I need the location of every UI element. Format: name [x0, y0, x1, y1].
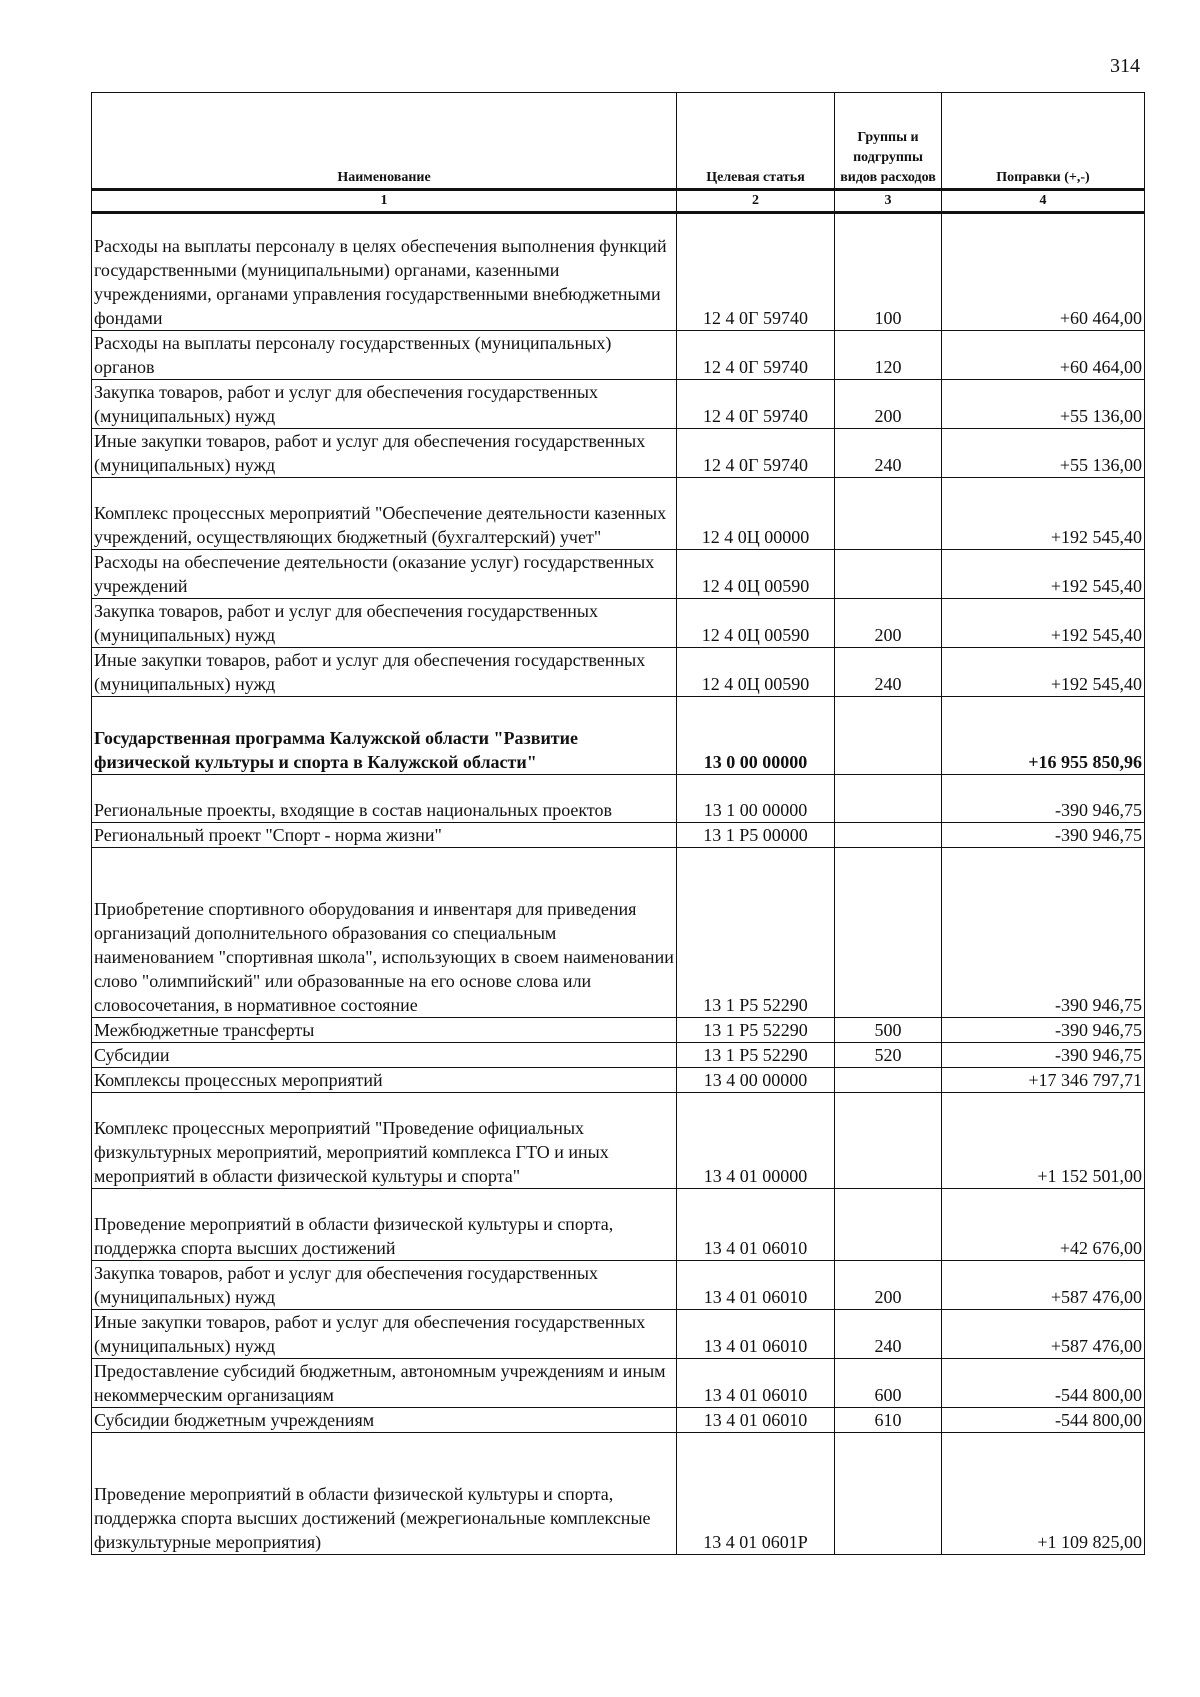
table-row: [92, 1261, 1145, 1310]
row-name: Предоставление субсидий бюджетным, автономным учреждениям и иным некоммерческим организациям: [92, 1359, 677, 1408]
row-group: 500: [835, 1018, 942, 1043]
table-row: [92, 1043, 1145, 1068]
row-name: Иные закупки товаров, работ и услуг для обеспечения государственных (муниципальных) нужд: [92, 648, 677, 697]
row-group: [835, 775, 942, 823]
row-amount: +192 545,40: [942, 648, 1145, 697]
table-row: [92, 1310, 1145, 1359]
table-row: [92, 429, 1145, 478]
row-name: Межбюджетные трансферты: [92, 1018, 677, 1043]
row-group: 240: [835, 648, 942, 697]
row-group: [835, 550, 942, 599]
row-amount: +192 545,40: [942, 599, 1145, 648]
row-name: Комплекс процессных мероприятий "Обеспечение деятельности казенных учреждений, осуществляющих бюджетный (бухгалтерский) учет": [92, 478, 677, 550]
row-group: [835, 1189, 942, 1261]
table-row: [92, 599, 1145, 648]
row-amount: +192 545,40: [942, 478, 1145, 550]
row-name: Расходы на обеспечение деятельности (оказание услуг) государственных учреждений: [92, 550, 677, 599]
table-row: [92, 550, 1145, 599]
row-amount: +16 955 850,96: [942, 697, 1145, 775]
row-amount: +1 152 501,00: [942, 1093, 1145, 1189]
row-group: 520: [835, 1043, 942, 1068]
header-name: Наименование: [92, 93, 677, 190]
row-code: 13 4 01 0601P: [677, 1433, 835, 1555]
column-number: 1: [92, 190, 677, 213]
row-group: [835, 848, 942, 1018]
table-row: [92, 213, 1145, 331]
row-amount: +60 464,00: [942, 331, 1145, 380]
row-name: Закупка товаров, работ и услуг для обеспечения государственных (муниципальных) нужд: [92, 380, 677, 429]
row-code: 13 1 00 00000: [677, 775, 835, 823]
row-code: 13 1 P5 52290: [677, 1018, 835, 1043]
row-group: [835, 697, 942, 775]
row-name: Субсидии бюджетным учреждениям: [92, 1408, 677, 1433]
row-name: Комплекс процессных мероприятий "Проведение официальных физкультурных мероприятий, мероприятий комплекса ГТО и иных мероприятий в области физической культуры и спорта": [92, 1093, 677, 1189]
table-row: [92, 380, 1145, 429]
row-code: 13 4 01 06010: [677, 1261, 835, 1310]
table-row: [92, 848, 1145, 1018]
row-amount: -390 946,75: [942, 1043, 1145, 1068]
row-amount: -544 800,00: [942, 1408, 1145, 1433]
row-code: 12 4 0Г 59740: [677, 429, 835, 478]
row-amount: +55 136,00: [942, 429, 1145, 478]
row-code: 12 4 0Г 59740: [677, 331, 835, 380]
row-name: Проведение мероприятий в области физической культуры и спорта, поддержка спорта высших достижений (межрегиональные комплексные физкультурные мероприятия): [92, 1433, 677, 1555]
row-group: 200: [835, 380, 942, 429]
budget-amendments-table: [91, 92, 1145, 1555]
row-group: 240: [835, 1310, 942, 1359]
row-group: 200: [835, 599, 942, 648]
row-code: 13 1 P5 52290: [677, 1043, 835, 1068]
row-group: 240: [835, 429, 942, 478]
row-amount: -544 800,00: [942, 1359, 1145, 1408]
row-amount: -390 946,75: [942, 1018, 1145, 1043]
row-group: [835, 478, 942, 550]
row-amount: +1 109 825,00: [942, 1433, 1145, 1555]
row-code: 12 4 0Ц 00590: [677, 599, 835, 648]
row-name: Региональные проекты, входящие в состав национальных проектов: [92, 775, 677, 823]
row-name: Региональный проект "Спорт - норма жизни": [92, 823, 677, 848]
column-number: 3: [835, 190, 942, 213]
table-row: [92, 1093, 1145, 1189]
row-amount: -390 946,75: [942, 775, 1145, 823]
row-group: [835, 1068, 942, 1093]
row-name: Субсидии: [92, 1043, 677, 1068]
row-group: 120: [835, 331, 942, 380]
row-code: 13 4 01 06010: [677, 1189, 835, 1261]
table-row: [92, 775, 1145, 823]
table-row: [92, 1359, 1145, 1408]
row-name: Закупка товаров, работ и услуг для обеспечения государственных (муниципальных) нужд: [92, 1261, 677, 1310]
row-amount: +17 346 797,71: [942, 1068, 1145, 1093]
table-row: [92, 331, 1145, 380]
row-name: Приобретение спортивного оборудования и инвентаря для приведения организаций дополнительного образования со специальным наименованием "спортивная школа", использующих в своем наименовании слово "олимпийский" или образованные на его основе слова или словосочетания, в нормативное состояние: [92, 848, 677, 1018]
table-row: [92, 1189, 1145, 1261]
row-code: 12 4 0Ц 00590: [677, 550, 835, 599]
row-code: 13 1 P5 52290: [677, 848, 835, 1018]
header-group: Группы и подгруппы видов расходов: [835, 93, 942, 190]
row-code: 13 4 01 00000: [677, 1093, 835, 1189]
row-code: 13 4 01 06010: [677, 1359, 835, 1408]
row-group: [835, 1433, 942, 1555]
row-group: 610: [835, 1408, 942, 1433]
table-body: [92, 213, 1145, 1555]
table-header-row: [92, 93, 1145, 190]
table-row: [92, 1018, 1145, 1043]
row-amount: +587 476,00: [942, 1310, 1145, 1359]
row-group: 600: [835, 1359, 942, 1408]
row-amount: +55 136,00: [942, 380, 1145, 429]
table-row: [92, 697, 1145, 775]
row-group: [835, 1093, 942, 1189]
row-name: Расходы на выплаты персоналу государственных (муниципальных) органов: [92, 331, 677, 380]
header-amount: Поправки (+,-): [942, 93, 1145, 190]
row-amount: -390 946,75: [942, 823, 1145, 848]
row-code: 13 1 P5 00000: [677, 823, 835, 848]
row-code: 12 4 0Г 59740: [677, 213, 835, 331]
row-code: 13 4 00 00000: [677, 1068, 835, 1093]
row-name: Комплексы процессных мероприятий: [92, 1068, 677, 1093]
row-code: 13 4 01 06010: [677, 1310, 835, 1359]
row-code: 12 4 0Ц 00000: [677, 478, 835, 550]
row-group: [835, 823, 942, 848]
row-code: 13 0 00 00000: [677, 697, 835, 775]
table-row: [92, 1068, 1145, 1093]
row-amount: +192 545,40: [942, 550, 1145, 599]
row-amount: +587 476,00: [942, 1261, 1145, 1310]
column-number-row: [92, 190, 1145, 213]
header-code: Целевая статья: [677, 93, 835, 190]
row-group: 100: [835, 213, 942, 331]
row-code: 12 4 0Ц 00590: [677, 648, 835, 697]
column-number: 2: [677, 190, 835, 213]
row-name: Проведение мероприятий в области физической культуры и спорта, поддержка спорта высших достижений: [92, 1189, 677, 1261]
row-name: Государственная программа Калужской области "Развитие физической культуры и спорта в Калужской области": [92, 697, 677, 775]
table-row: [92, 478, 1145, 550]
table-row: [92, 823, 1145, 848]
row-amount: +42 676,00: [942, 1189, 1145, 1261]
column-number: 4: [942, 190, 1145, 213]
row-amount: +60 464,00: [942, 213, 1145, 331]
table-row: [92, 1408, 1145, 1433]
row-code: 12 4 0Г 59740: [677, 380, 835, 429]
row-name: Иные закупки товаров, работ и услуг для обеспечения государственных (муниципальных) нужд: [92, 429, 677, 478]
table-row: [92, 1433, 1145, 1555]
row-name: Иные закупки товаров, работ и услуг для обеспечения государственных (муниципальных) нужд: [92, 1310, 677, 1359]
table-row: [92, 648, 1145, 697]
row-amount: -390 946,75: [942, 848, 1145, 1018]
row-name: Расходы на выплаты персоналу в целях обеспечения выполнения функций государственными (муниципальными) органами, казенными учреждениями, органами управления государственными внебюджетными фондами: [92, 213, 677, 331]
row-name: Закупка товаров, работ и услуг для обеспечения государственных (муниципальных) нужд: [92, 599, 677, 648]
row-group: 200: [835, 1261, 942, 1310]
page-number: 314: [1110, 55, 1140, 77]
row-code: 13 4 01 06010: [677, 1408, 835, 1433]
